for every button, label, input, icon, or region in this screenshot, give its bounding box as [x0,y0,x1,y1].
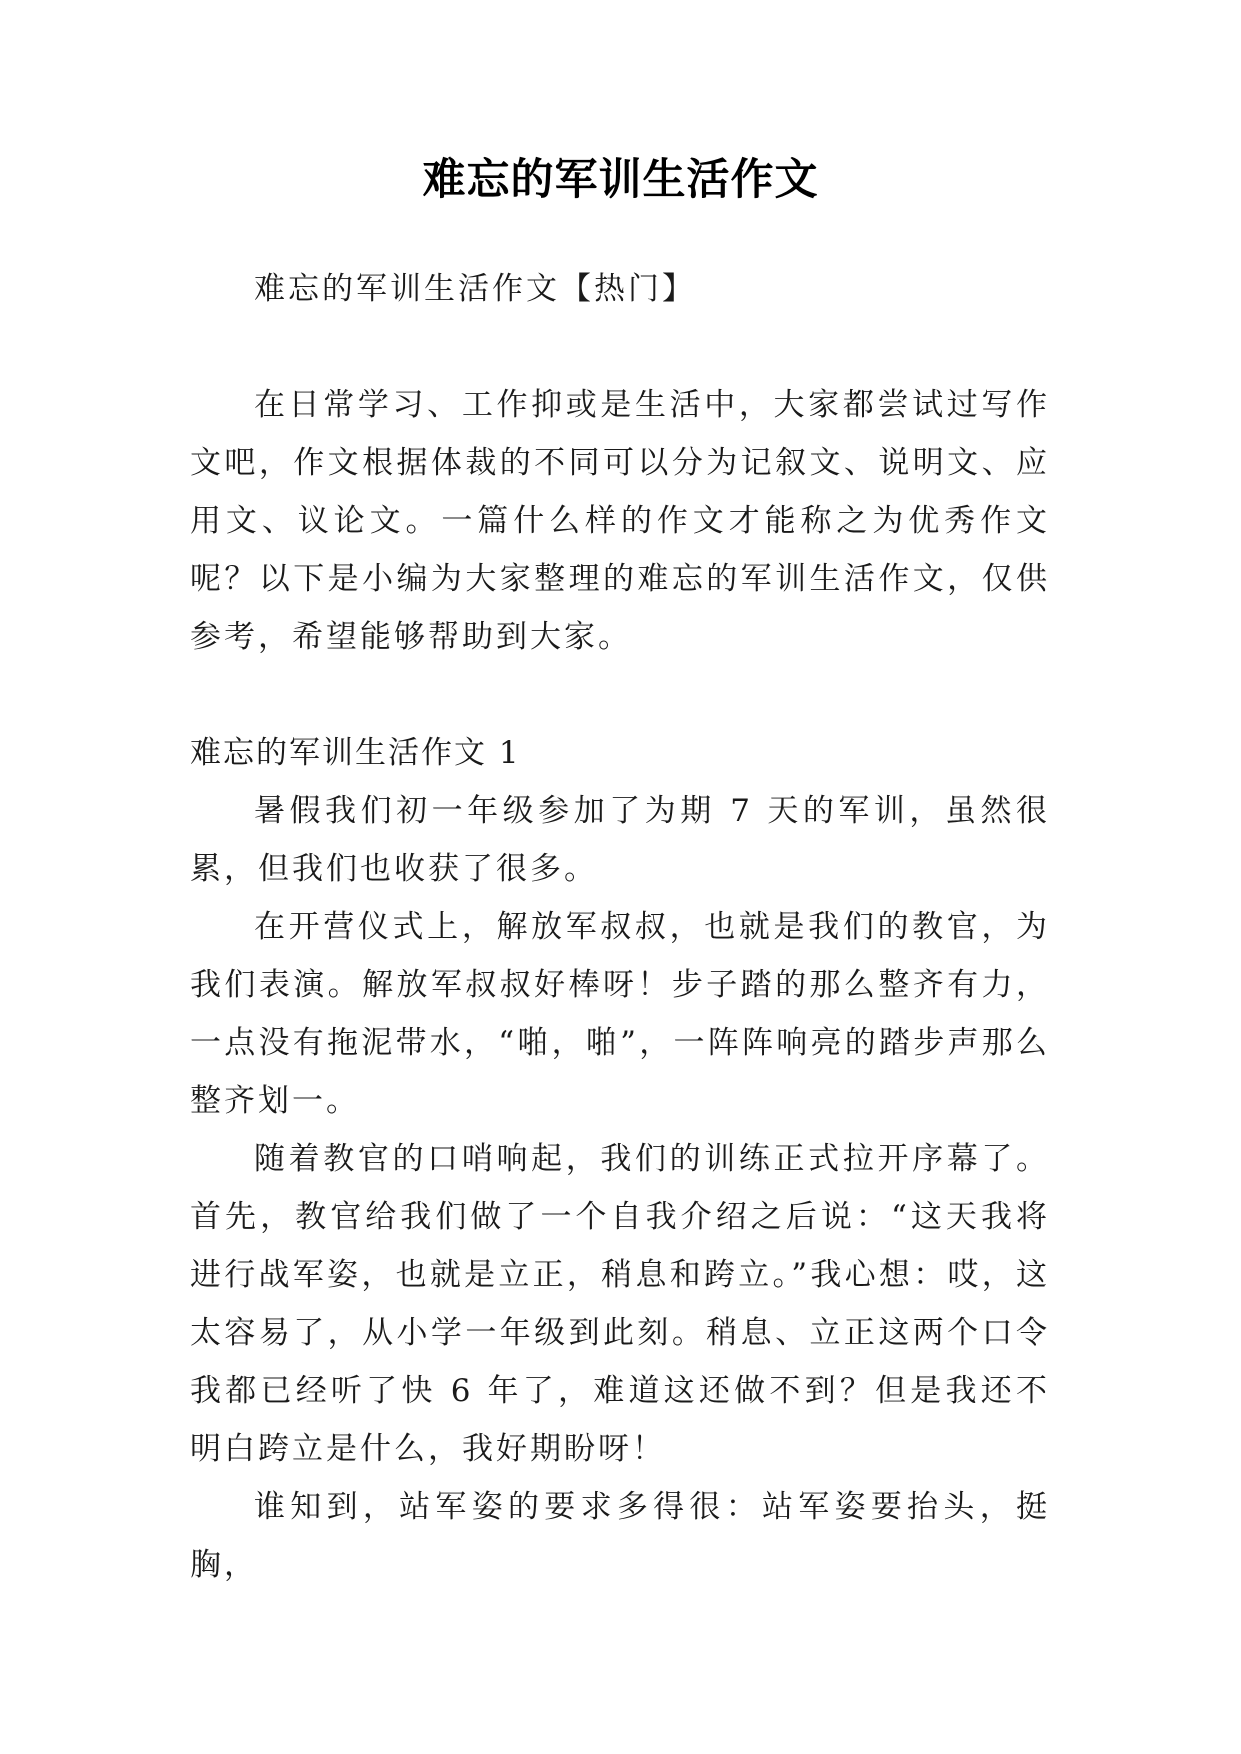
section-heading: 难忘的军训生活作文 1 [190,735,521,771]
intro-paragraph: 在日常学习、工作抑或是生活中，大家都尝试过写作文吧，作文根据体裁的不同可以分为记叙文、说明文、应用文、议论文。一篇什么样的作文才能称之为优秀作文呢？以下是小编为大家整理的难忘的军训生活作文，仅供参考，希望能够帮助到大家。 [190,387,1050,655]
body-paragraph: 暑假我们初一年级参加了为期 7 天的军训，虽然很累，但我们也收获了很多。 [190,793,1050,887]
document-subtitle: 难忘的军训生活作文【热门】 [254,271,696,307]
document-title: 难忘的军训生活作文 [422,155,819,205]
body-paragraph: 随着教官的口哨响起，我们的训练正式拉开序幕了。首先，教官给我们做了一个自我介绍之后说：“这天我将进行战军姿，也就是立正，稍息和跨立。”我心想：哎，这太容易了，从小学一年级到此刻。稍息、立正这两个口令我都已经听了快 6 年了，难道这还做不到？但是我还不明白跨立是什么，我好期盼呀！ [190,1141,1050,1467]
body-paragraph: 在开营仪式上，解放军叔叔，也就是我们的教官，为我们表演。解放军叔叔好棒呀！步子踏的那么整齐有力，一点没有拖泥带水，“啪，啪”，一阵阵响亮的踏步声那么整齐划一。 [190,909,1050,1119]
document-body [190,260,1050,1594]
body-paragraph: 谁知到，站军姿的要求多得很：站军姿要抬头，挺胸， [190,1489,1050,1583]
